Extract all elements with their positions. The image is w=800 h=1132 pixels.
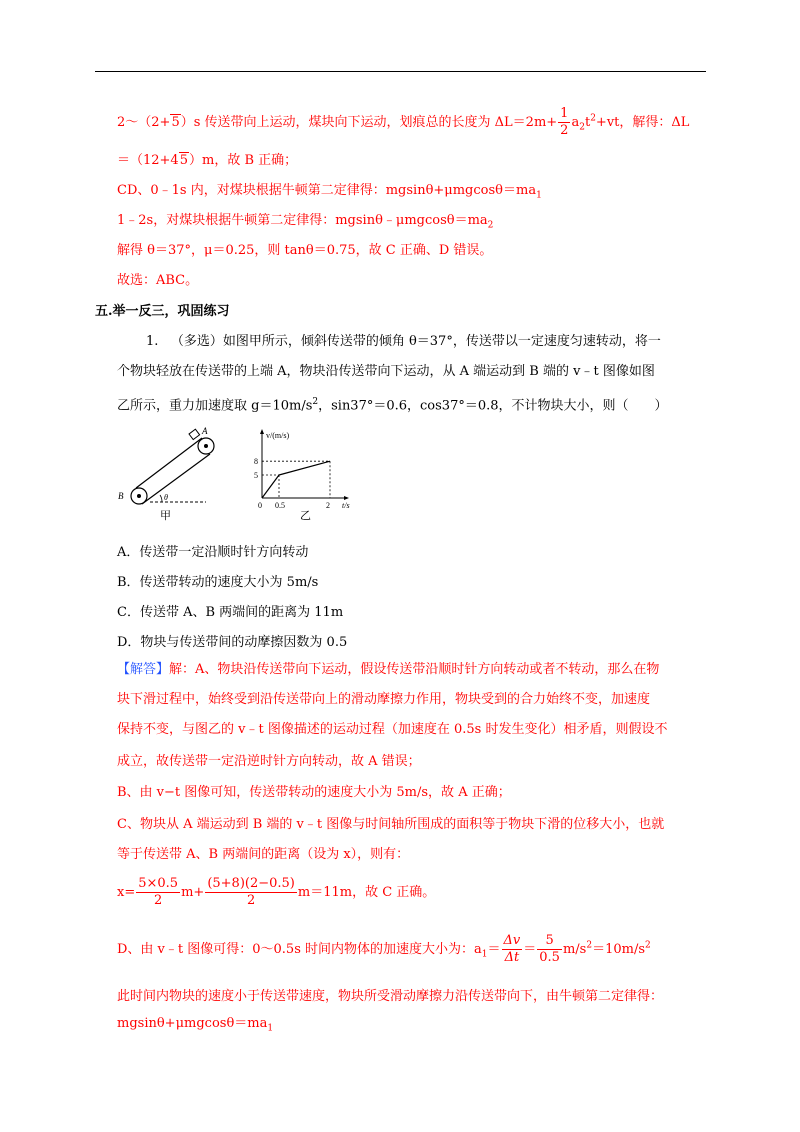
- answer-line-1: 【解答】解：A、物块沿传送带向下运动，假设传送带沿顺时针方向转动或者不转动，那么在物: [117, 662, 660, 677]
- answer-line-b: B、由 v−t 图像可知，传送带转动的速度大小为 5m/s，故 A 正确；: [117, 785, 511, 800]
- label-a: A: [202, 426, 208, 436]
- y-tick-label: 5: [254, 471, 258, 480]
- x-tick-label: 2: [326, 501, 330, 510]
- solution-line-4: 1﹣2s，对煤块根据牛顿第二定律得：$mgsin\theta﹣\mu mgcos\theta=ma_2$: [117, 213, 494, 231]
- answer-line-3: 保持不变，与图乙的 v﹣t 图像描述的运动过程（加速度在 0.5s 时发生变化）相矛盾，则假设不: [117, 722, 668, 737]
- series-segment: [262, 475, 279, 498]
- section-heading: 五.举一反三，巩固练习: [95, 304, 230, 319]
- option-c[interactable]: C．传送带 A、B 两端间的距离为 11m: [117, 605, 344, 620]
- block-icon: [189, 429, 200, 439]
- solution-line-3: CD、0﹣1s 内，对煤块根据牛顿第二定律得：$mgsin\theta+\mu mgcos\theta=ma_1$: [117, 183, 542, 201]
- option-b[interactable]: B．传送带转动的速度大小为 5m/s: [117, 575, 319, 590]
- caption-yi: 乙: [300, 509, 311, 522]
- x-tick-label: 0.5: [275, 501, 285, 510]
- label-b: B: [118, 491, 124, 501]
- y-axis-label: v/(m/s): [266, 431, 290, 440]
- answer-line-last2: $mgsin\theta+\mu mgcos\theta=ma_1$: [117, 1016, 274, 1034]
- answer-line-d: D、由 v﹣t 图像可得：0～0.5s 时间内物体的加速度大小为：$a_1=$ $\frac{\Delta v}{\Delta t}$ ＝ $\frac{5}{0.5}$ $m/s^2=10m/s^2$: [117, 933, 651, 965]
- solution-line-1: 2～（2+5）s 传送带向上运动，煤块向下运动，划痕总的长度为 ΔL＝2m+ $\frac{1}{2}$ $a_2t^2+vt$，解得：ΔL: [117, 106, 690, 138]
- solution-line-5: 解得 θ＝37°，μ＝0.25，则 tanθ＝0.75，故 C 正确、D 错误。: [117, 243, 493, 258]
- x-tick-label: 0: [258, 501, 262, 510]
- x-axis-label: t/s: [342, 501, 350, 510]
- question-line-3: 乙所示，重力加速度取 $g=10m/s^2$，sin37°＝0.6，cos37°＝0.8，不计物块大小，则（ ）: [117, 397, 668, 414]
- answer-line-2: 块下滑过程中，始终受到沿传送带向上的滑动摩擦力作用，物块受到的合力始终不变，加速度: [117, 692, 651, 707]
- question-line-1: 1. （多选）如图甲所示，倾斜传送带的倾角 θ＝37°，传送带以一定速度匀速转动，将一: [146, 334, 661, 349]
- question-number: 1.: [146, 334, 159, 349]
- answer-line-4: 成立，故传送带一定沿逆时针方向转动，故 A 错误；: [117, 754, 421, 769]
- equation-x: x= $\frac{5\times 0.5}{2}$ m+ $\frac{(5+8)(2-0.5)}{2}$ m＝11m，故 C 正确。: [117, 876, 436, 908]
- answer-tag: 【解答】: [117, 662, 170, 677]
- series-segment: [279, 461, 330, 475]
- caption-jia: 甲: [160, 509, 171, 522]
- option-d[interactable]: D．物块与传送带间的动摩擦因数为 0.5: [117, 635, 348, 650]
- y-tick-label: 8: [254, 457, 258, 467]
- answer-line-c2: 等于传送带 A、B 两端间的距离（设为 x），则有：: [117, 847, 410, 862]
- answer-line-last1: 此时间内物块的速度小于传送带速度，物块所受滑动摩擦力沿传送带向下，由牛顿第二定律得：: [117, 989, 664, 1004]
- solution-line-6: 故选：ABC。: [117, 273, 199, 288]
- question-line-2: 个物块轻放在传送带的上端 A，物块沿传送带向下运动，从 A 端运动到 B 端的 v﹣t 图像如图: [117, 364, 655, 379]
- label-theta: θ: [164, 493, 168, 502]
- option-a[interactable]: A．传送带一定沿顺时针方向转动: [117, 545, 309, 560]
- vt-graph: [250, 426, 360, 522]
- conveyor-figure: [110, 426, 230, 522]
- solution-line-2: ＝（12+45）m，故 B 正确；: [117, 153, 298, 168]
- header-rule: [95, 71, 706, 72]
- answer-line-c1: C、物块从 A 端运动到 B 端的 v﹣t 图像与时间轴所围成的面积等于物块下滑的位移大小，也就: [117, 817, 665, 832]
